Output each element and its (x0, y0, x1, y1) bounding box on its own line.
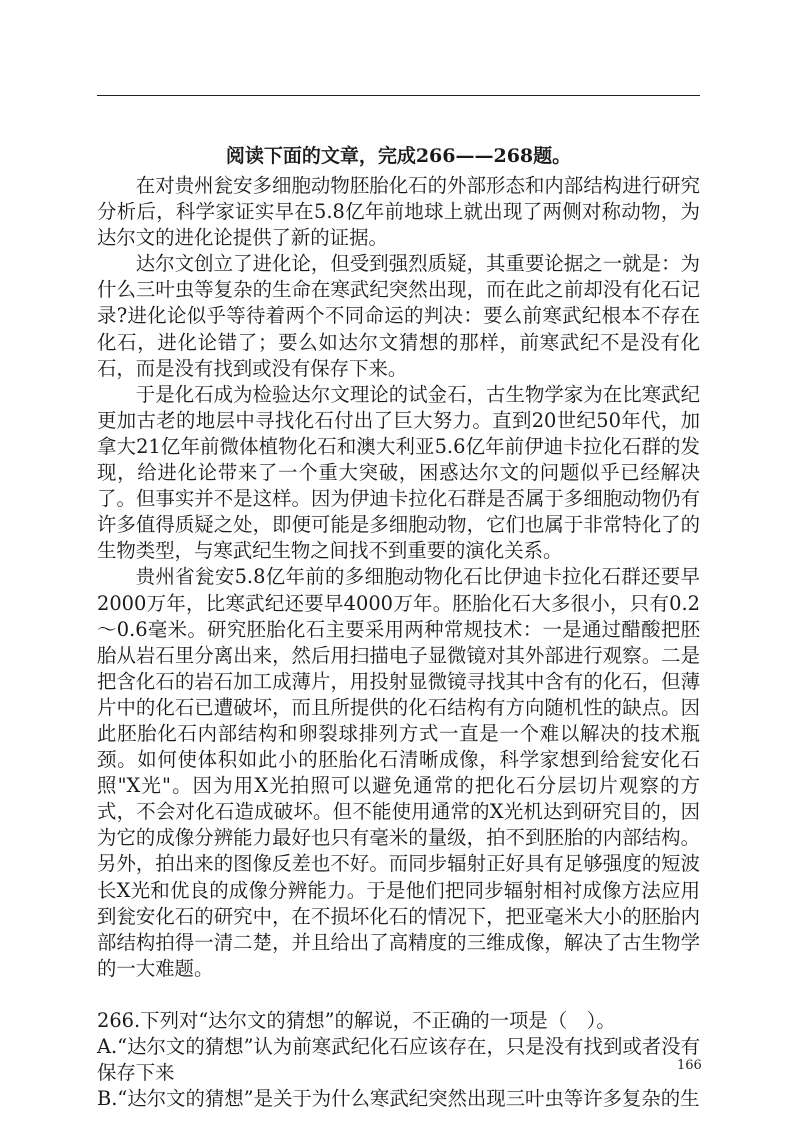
paragraph-1: 在对贵州瓮安多细胞动物胚胎化石的外部形态和内部结构进行研究分析后，科学家证实早在5.8亿年前地球上就出现了两侧对称动物，为达尔文的进化论提供了新的证据。 (97, 174, 700, 250)
document-body (97, 140, 700, 1112)
option-a: A.“达尔文的猜想”认为前寒武纪化石应该存在，只是没有找到或者没有保存下来 (97, 1035, 700, 1085)
spacer (97, 982, 700, 1008)
paragraph-4: 贵州省瓮安5.8亿年前的多细胞动物化石比伊迪卡拉化石群还要早2000万年，比寒武纪还要早4000万年。胚胎化石大多很小，只有0.2～0.6毫米。研究胚胎化石主要采用两种常规技术：一是通过醋酸把胚胎从岩石里分离出来，然后用扫描电子显微镜对其外部进行观察。二是把含化石的岩石加工成薄片，用投射显微镜寻找其中含有的化石，但薄片中的化石已遭破坏，而且所提供的化石结构有方向随机性的缺点。因此胚胎化石内部结构和卵裂球排列方式一直是一个难以解决的技术瓶颈。如何使体积如此小的胚胎化石清晰成像，科学家想到给瓮安化石照"X光"。因为用X光拍照可以避免通常的把化石分层切片观察的方式，不会对化石造成破坏。但不能使用通常的X光机达到研究目的，因为它的成像分辨能力最好也只有毫米的量级，拍不到胚胎的内部结构。另外，拍出来的图像反差也不好。而同步辐射正好具有足够强度的短波长X光和优良的成像分辨能力。于是他们把同步辐射相衬成像方法应用到瓮安化石的研究中，在不损坏化石的情况下，把亚毫米大小的胚胎内部结构拍得一清二楚，并且给出了高精度的三维成像，解决了古生物学的一大难题。 (97, 565, 700, 980)
paragraph-3: 于是化石成为检验达尔文理论的试金石，古生物学家为在比寒武纪更加古老的地层中寻找化石付出了巨大努力。直到20世纪50年代，加拿大21亿年前微体植物化石和澳大利亚5.6亿年前伊迪卡拉化石群的发现，给进化论带来了一个重大突破，困惑达尔文的问题似乎已经解决了。但事实并不是这样。因为伊迪卡拉化石群是否属于多细胞动物仍有许多值得质疑之处，即便可能是多细胞动物，它们也属于非常特化了的生物类型，与寒武纪生物之间找不到重要的演化关系。 (97, 382, 700, 563)
paragraph-2: 达尔文创立了进化论，但受到强烈质疑，其重要论据之一就是：为什么三叶虫等复杂的生命在寒武纪突然出现，而在此之前却没有化石记录?进化论似乎等待着两个不同命运的判决：要么前寒武纪根本不存在化石，进化论错了；要么如达尔文猜想的那样，前寒武纪不是没有化石，而是没有找到或没有保存下来。 (97, 252, 700, 380)
question-stem: 266.下列对“达尔文的猜想”的解说，不正确的一项是（ ）。 (97, 1008, 616, 1032)
page-number: 166 (677, 1058, 702, 1073)
passage-title: 阅读下面的文章，完成266——268题。 (225, 145, 572, 167)
header-rule (97, 95, 700, 96)
option-b: B.“达尔文的猜想”是关于为什么寒武纪突然出现三叶虫等许多复杂的生 (97, 1087, 700, 1111)
